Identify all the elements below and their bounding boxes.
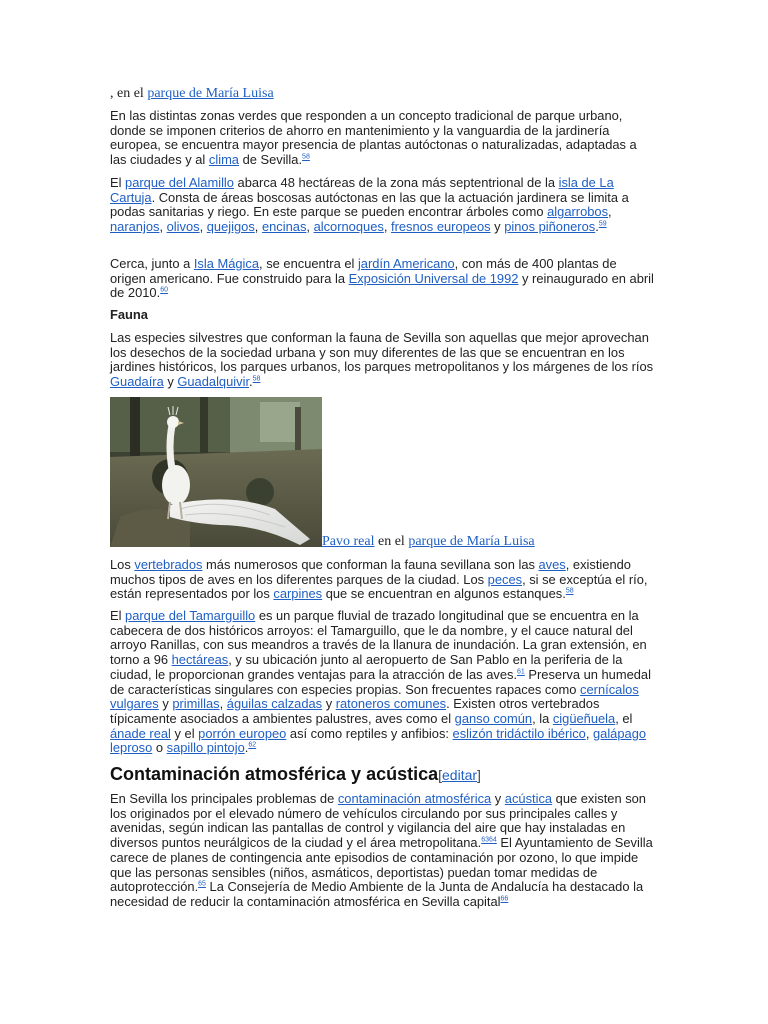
link-sapillo-pintojo[interactable]: sapillo pintojo <box>166 740 245 756</box>
link-porron-europeo[interactable]: porrón europeo <box>198 725 287 741</box>
paragraph-contaminacion: En Sevilla los principales problemas de contaminación atmosférica y acústica que existen son los originados por el elevado número de vehículos circulando por sus principales calles y avenidas, según indican las pantallas de control y vigilancia del aire que hay instaladas en diversos puntos neurálgicos de la ciudad y el área metropolitana.$^{6364}$ El Ayuntamiento de Sevilla carece de planes de contingencia ante episodios de contaminación por ozono, lo que impide que las personas sensibles (niños, asmáticos, deportistas) puedan tomar medidas de autoprotección.$^{65}$ La Consejería de Medio Ambiente de la Junta de Andalucía ha destacado la necesidad de reducir la contaminación atmosférica en Sevilla capital$^{66}$ <box>110 791 653 909</box>
ref-62[interactable]: 62 <box>248 742 257 750</box>
link-expo-1992[interactable]: Exposición Universal de 1992 <box>348 270 519 286</box>
link-contaminacion-atmosferica[interactable]: contaminación atmosférica <box>337 791 492 806</box>
link-parque-alamillo[interactable]: parque del Alamillo <box>125 175 234 190</box>
link-alcornoques[interactable]: alcornoques <box>313 219 384 235</box>
paragraph-tamarguillo: El parque del Tamarguillo es un parque fluvial de trazado longitudinal que se encuentra en la cabecera de dos históricos arroyos: el Tamarguillo, que le da nombre, y el cauce natural del arroyo Ranillas, con sus meandros a través de la llanura de inundación. La gran extensión, en torno a 96 hectáreas, y su ubicación junto al aeropuerto de San Pablo en la periferia de la ciudad, le proporcionan grandes ventajas para la atracción de las aves.$^{61}$ Preserva un humedal de características singulares con especies propias. Son frecuentes rapaces como cernícalos vulgares y primillas, águilas calzadas y ratoneros comunes. Existen otros vertebrados típicamente asociados a ambientes palustres, aves como el ganso común, la cigüeñuela, el ánade real y el porrón europeo así como reptiles y anfibios: eslizón tridáctilo ibérico, galápago leproso o sapillo pintojo.$^{62}$ <box>110 608 651 756</box>
link-parque-maria-luisa-2[interactable]: parque de María Luisa <box>408 534 535 549</box>
paragraph-jardin-americano: Cerca, junto a Isla Mágica, se encuentra el jardín Americano, con más de 400 plantas de origen americano. Fue construido para la Exposición Universal de 1992 y reinaugurado en abril de 2010.60 <box>110 256 654 301</box>
ref-65[interactable]: 65 <box>198 880 206 888</box>
paragraph-vertebrados: Los vertebrados más numerosos que conforman la fauna sevillana son las aves, existiendo muchos tipos de aves en los diferentes parques de la ciudad. Los peces, si se exceptúa el río, están representados por los carpines que se encuentran en algunos estanques.$^{58}$ <box>110 557 648 602</box>
link-naranjos[interactable]: naranjos <box>110 219 160 235</box>
ref-64[interactable]: 64 <box>488 836 497 844</box>
link-jardin-americano[interactable]: jardín Americano <box>357 256 455 271</box>
ref-63[interactable]: 63 <box>481 836 489 844</box>
link-parque-tamarguillo[interactable]: parque del Tamarguillo <box>125 608 256 623</box>
link-clima[interactable]: clima <box>208 152 239 168</box>
ref-66[interactable]: 66 <box>500 895 509 903</box>
link-anade-real[interactable]: ánade real <box>110 725 171 741</box>
peacock-illustration <box>110 397 322 547</box>
link-ganso-comun[interactable]: ganso común <box>454 710 533 726</box>
link-fresnos-europeos[interactable]: fresnos europeos <box>390 219 491 235</box>
link-carpines[interactable]: carpines <box>273 586 323 602</box>
figure-caption: Pavo real en el parque de María Luisa <box>322 534 535 549</box>
edit-section-link[interactable]: editar <box>442 767 478 783</box>
white-peacock-photo[interactable] <box>110 397 322 547</box>
link-ratoneros-comunes[interactable]: ratoneros comunes <box>335 696 447 712</box>
link-pinos-pinoneros[interactable]: pinos piñoneros <box>504 219 596 235</box>
link-aves[interactable]: aves <box>538 557 566 572</box>
link-vertebrados[interactable]: vertebrados <box>134 557 203 572</box>
link-guadaira[interactable]: Guadaíra <box>110 374 164 390</box>
link-hectareas[interactable]: hectáreas <box>171 652 229 668</box>
ref-58[interactable]: 58 <box>302 153 310 161</box>
link-eslizon[interactable]: eslizón tridáctilo ibérico <box>452 725 586 741</box>
paragraph-zonas-verdes: En las distintas zonas verdes que responden a un concepto tradicional de parque urbano, donde se imponen criterios de ahorro en mantenimiento y la vanguardia de la jardinería europea, se encuentra mayor presencia de plantas autóctonas o naturalizadas, adaptadas a las ciudades y al clima de Sevilla.$^{58}$ <box>110 108 637 168</box>
link-olivos[interactable]: olivos <box>166 219 200 235</box>
link-parque-maria-luisa[interactable]: parque de María Luisa <box>147 86 274 101</box>
link-ciguenuela[interactable]: cigüeñuela <box>552 710 616 726</box>
fauna-heading: Fauna <box>110 307 148 322</box>
section-heading-contaminacion: Contaminación atmosférica y acústica[editar] <box>110 764 481 784</box>
link-isla-cartuja[interactable]: isla de La Cartuja <box>110 175 614 205</box>
ref-59[interactable]: 59 <box>598 220 607 228</box>
link-primillas[interactable]: primillas <box>172 696 220 712</box>
paragraph-alamillo: El parque del Alamillo abarca 48 hectáreas de la zona más septentrional de la isla de La Cartuja. Consta de áreas boscosas autóctonas en las que la actuación jardinera se limita a podas sanitarias y riego. En este parque se pueden encontrar árboles como algarrobos, naranjos, olivos, quejigos, encinas, alcornoques, fresnos europeos y pinos piñoneros.$^{59}$ <box>110 175 629 235</box>
link-algarrobos[interactable]: algarrobos <box>547 204 609 220</box>
link-acustica[interactable]: acústica <box>504 791 553 806</box>
link-quejigos[interactable]: quejigos <box>206 219 255 235</box>
image-caption-fragment: , en el parque de María Luisa <box>110 86 274 101</box>
link-pavo-real[interactable]: Pavo real <box>322 534 375 549</box>
link-galapago-leproso[interactable]: galápago leproso <box>110 725 647 756</box>
ref-61[interactable]: 61 <box>517 668 525 676</box>
link-isla-magica[interactable]: Isla Mágica <box>193 256 260 271</box>
link-aguilas-calzadas[interactable]: águilas calzadas <box>226 696 323 712</box>
link-guadalquivir[interactable]: Guadalquivir <box>177 374 250 390</box>
ref-60[interactable]: 60 <box>160 287 168 295</box>
link-peces[interactable]: peces <box>487 571 523 587</box>
ref-58b[interactable]: 58 <box>252 375 261 383</box>
paragraph-especies-silvestres: Las especies silvestres que conforman la fauna de Sevilla son aquellas que mejor aprovechan los desechos de la sociedad urbana y son muy diferentes de las que se encuentran en los jardines históricos, los parques urbanos, los parques metropolitanos y los márgenes de los ríos Guadaíra y Guadalquivir.$^{58}$ <box>110 330 654 390</box>
ref-58c[interactable]: 58 <box>565 588 574 596</box>
link-encinas[interactable]: encinas <box>261 219 307 235</box>
link-cernicalos-vulgares[interactable]: cernícalos vulgares <box>110 681 639 712</box>
